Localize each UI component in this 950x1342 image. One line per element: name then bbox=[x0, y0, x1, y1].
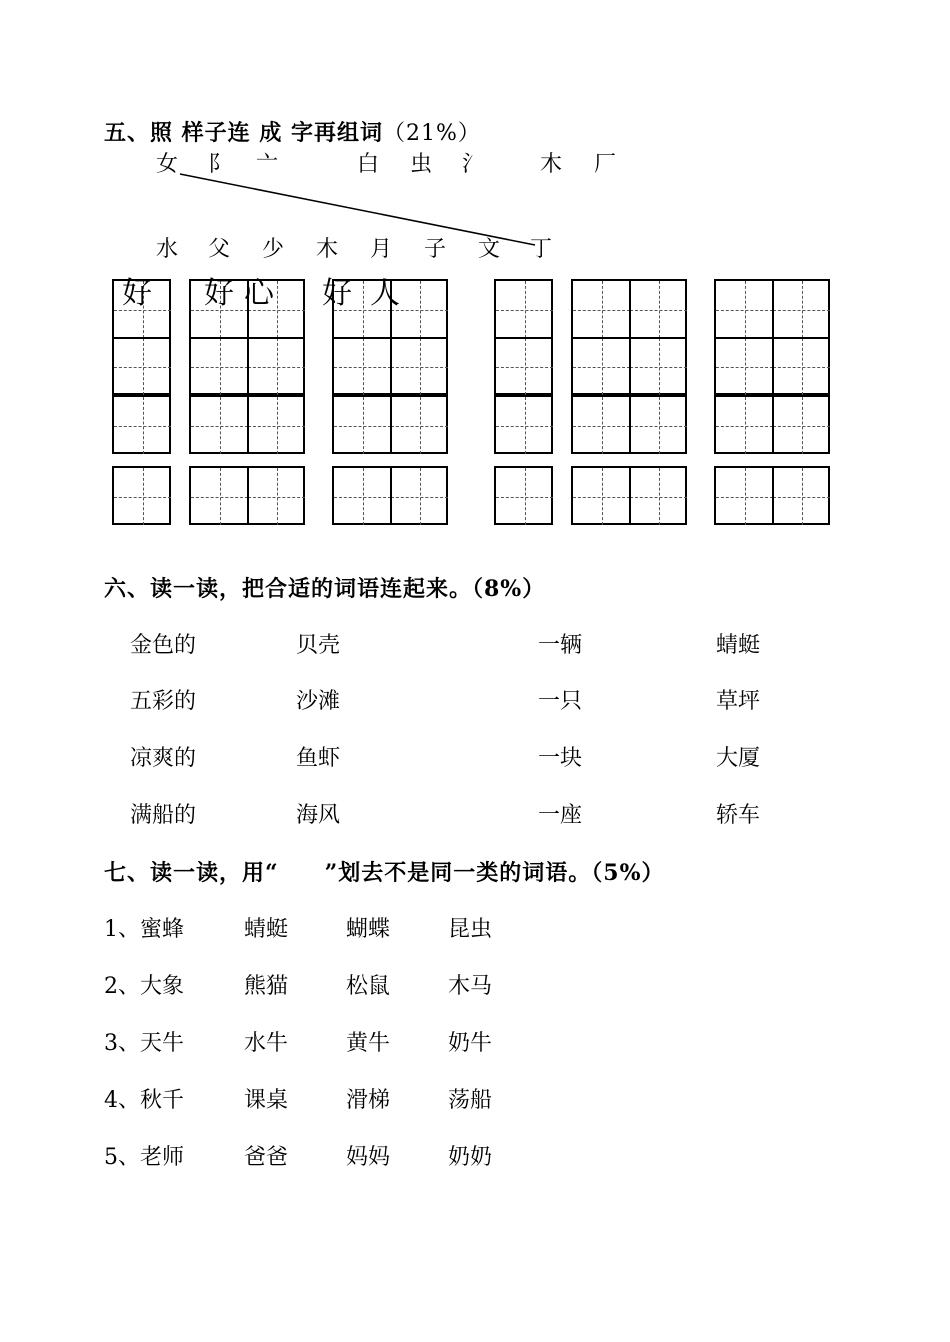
writing-grid-cell[interactable] bbox=[573, 397, 630, 454]
writing-grid-cell[interactable] bbox=[114, 338, 171, 395]
writing-grid-cell[interactable] bbox=[391, 397, 448, 454]
bottom-char-3: 少 bbox=[262, 237, 285, 262]
writing-grid-box[interactable] bbox=[571, 466, 687, 525]
top-char-6: 氵 bbox=[462, 152, 485, 177]
example-char-5: 人 bbox=[370, 276, 400, 311]
s7-r3-c3: 黄牛 bbox=[346, 1031, 391, 1056]
writing-grid-cell[interactable] bbox=[716, 468, 773, 525]
writing-grid-cell[interactable] bbox=[773, 397, 830, 454]
s7-r2-c1: 2、大象 bbox=[104, 974, 184, 999]
writing-grid-box[interactable] bbox=[189, 395, 305, 454]
writing-grid-cell[interactable] bbox=[573, 338, 630, 395]
writing-grid-cell[interactable] bbox=[773, 468, 830, 525]
s6-r3-c1: 凉爽的 bbox=[130, 746, 197, 771]
writing-grid-cell[interactable] bbox=[573, 281, 630, 338]
writing-grid-cell[interactable] bbox=[334, 397, 391, 454]
writing-grid-cell[interactable] bbox=[334, 338, 391, 395]
writing-grid-cell[interactable] bbox=[248, 338, 305, 395]
s6-r3-c3: 一块 bbox=[538, 746, 583, 771]
writing-grid-box[interactable] bbox=[189, 466, 305, 525]
writing-grid-cell[interactable] bbox=[248, 468, 305, 525]
writing-grid-cell[interactable] bbox=[630, 468, 687, 525]
top-char-8: 厂 bbox=[594, 152, 617, 177]
writing-grid-cell[interactable] bbox=[630, 397, 687, 454]
writing-grid-cell[interactable] bbox=[716, 397, 773, 454]
writing-grid-cell[interactable] bbox=[114, 468, 171, 525]
s7-r2-c2: 熊猫 bbox=[244, 974, 289, 999]
writing-grid-cell[interactable] bbox=[191, 397, 248, 454]
top-char-5: 虫 bbox=[410, 152, 433, 177]
top-char-2: 阝 bbox=[208, 152, 231, 177]
bottom-char-8: 丁 bbox=[530, 237, 553, 262]
s6-r4-c2: 海风 bbox=[296, 803, 341, 828]
s6-r1-c2: 贝壳 bbox=[296, 633, 341, 658]
s7-r5-c1: 5、老师 bbox=[104, 1145, 184, 1170]
s6-r1-c3: 一辆 bbox=[538, 633, 583, 658]
bottom-char-5: 月 bbox=[370, 237, 393, 262]
s6-r1-c4: 蜻蜓 bbox=[716, 633, 761, 658]
writing-grid-cell[interactable] bbox=[773, 281, 830, 338]
writing-grid-cell[interactable] bbox=[191, 468, 248, 525]
writing-grid-box[interactable] bbox=[714, 279, 830, 395]
top-char-3: 亠 bbox=[256, 152, 279, 177]
bottom-char-2: 父 bbox=[208, 237, 231, 262]
writing-grid-cell[interactable] bbox=[496, 281, 553, 338]
s7-r1-c3: 蝴蝶 bbox=[346, 917, 391, 942]
example-char-1: 好 bbox=[122, 276, 152, 311]
s6-r4-c4: 轿车 bbox=[716, 803, 761, 828]
s7-r5-c4: 奶奶 bbox=[448, 1145, 493, 1170]
s6-r2-c1: 五彩的 bbox=[130, 689, 197, 714]
top-char-4: 白 bbox=[357, 152, 380, 177]
example-char-4: 好 bbox=[322, 276, 352, 311]
s7-r3-c4: 奶牛 bbox=[448, 1031, 493, 1056]
writing-grid-box[interactable] bbox=[332, 395, 448, 454]
s6-r2-c4: 草坪 bbox=[716, 689, 761, 714]
writing-grid-cell[interactable] bbox=[573, 468, 630, 525]
s7-r4-c2: 课桌 bbox=[244, 1088, 289, 1113]
s6-r2-c2: 沙滩 bbox=[296, 689, 341, 714]
writing-grid-box[interactable] bbox=[571, 279, 687, 395]
top-char-1: 女 bbox=[156, 152, 179, 177]
example-connecting-line bbox=[0, 0, 950, 300]
writing-grid-box[interactable] bbox=[112, 466, 171, 525]
writing-grid-cell[interactable] bbox=[716, 338, 773, 395]
s7-r1-c4: 昆虫 bbox=[448, 917, 493, 942]
writing-grid-cell[interactable] bbox=[716, 281, 773, 338]
s6-r2-c3: 一只 bbox=[538, 689, 583, 714]
s6-r3-c4: 大厦 bbox=[716, 746, 761, 771]
s7-r3-c2: 水牛 bbox=[244, 1031, 289, 1056]
s7-r4-c1: 4、秋千 bbox=[104, 1088, 184, 1113]
bottom-char-4: 木 bbox=[316, 237, 339, 262]
s7-r2-c3: 松鼠 bbox=[346, 974, 391, 999]
bottom-char-7: 文 bbox=[478, 237, 501, 262]
s6-r4-c3: 一座 bbox=[538, 803, 583, 828]
top-char-7: 木 bbox=[540, 152, 563, 177]
writing-grid-cell[interactable] bbox=[496, 468, 553, 525]
writing-grid-cell[interactable] bbox=[496, 397, 553, 454]
writing-grid-cell[interactable] bbox=[191, 338, 248, 395]
s7-r1-c1: 1、蜜蜂 bbox=[104, 917, 184, 942]
s7-r1-c2: 蜻蜓 bbox=[244, 917, 289, 942]
s6-r1-c1: 金色的 bbox=[130, 633, 197, 658]
writing-grid-cell[interactable] bbox=[630, 338, 687, 395]
writing-grid-cell[interactable] bbox=[391, 338, 448, 395]
writing-grid-box[interactable] bbox=[494, 279, 553, 395]
bottom-char-6: 子 bbox=[424, 237, 447, 262]
s6-r3-c2: 鱼虾 bbox=[296, 746, 341, 771]
writing-grid-cell[interactable] bbox=[496, 338, 553, 395]
s6-r4-c1: 满船的 bbox=[130, 803, 197, 828]
s7-r2-c4: 木马 bbox=[448, 974, 493, 999]
writing-grid-cell[interactable] bbox=[391, 468, 448, 525]
s7-r5-c3: 妈妈 bbox=[346, 1145, 391, 1170]
section5-heading-text: 五、照 样子连 成 字再组词 bbox=[104, 120, 383, 146]
s7-r4-c3: 滑梯 bbox=[346, 1088, 391, 1113]
writing-grid-cell[interactable] bbox=[248, 397, 305, 454]
writing-grid-cell[interactable] bbox=[773, 338, 830, 395]
writing-grid-cell[interactable] bbox=[114, 397, 171, 454]
writing-grid-box[interactable] bbox=[112, 395, 171, 454]
s7-r4-c4: 荡船 bbox=[448, 1088, 493, 1113]
writing-grid-box[interactable] bbox=[494, 395, 553, 454]
s7-r3-c1: 3、天牛 bbox=[104, 1031, 184, 1056]
s7-r5-c2: 爸爸 bbox=[244, 1145, 289, 1170]
writing-grid-box[interactable] bbox=[714, 466, 830, 525]
section6-heading: 六、读一读，把合适的词语连起来。（8%） bbox=[104, 576, 546, 602]
writing-grid-box[interactable] bbox=[332, 466, 448, 525]
writing-grid-cell[interactable] bbox=[630, 281, 687, 338]
section5-percent: （21%） bbox=[382, 121, 481, 146]
example-char-2: 好 bbox=[204, 276, 234, 311]
writing-grid-box[interactable] bbox=[571, 395, 687, 454]
example-char-3: 心 bbox=[244, 276, 274, 311]
writing-grid-box[interactable] bbox=[494, 466, 553, 525]
bottom-char-1: 水 bbox=[156, 237, 179, 262]
section7-heading: 七、读一读，用“ ”划去不是同一类的词语。（5%） bbox=[104, 860, 665, 886]
writing-grid-cell[interactable] bbox=[334, 468, 391, 525]
writing-grid-box[interactable] bbox=[714, 395, 830, 454]
